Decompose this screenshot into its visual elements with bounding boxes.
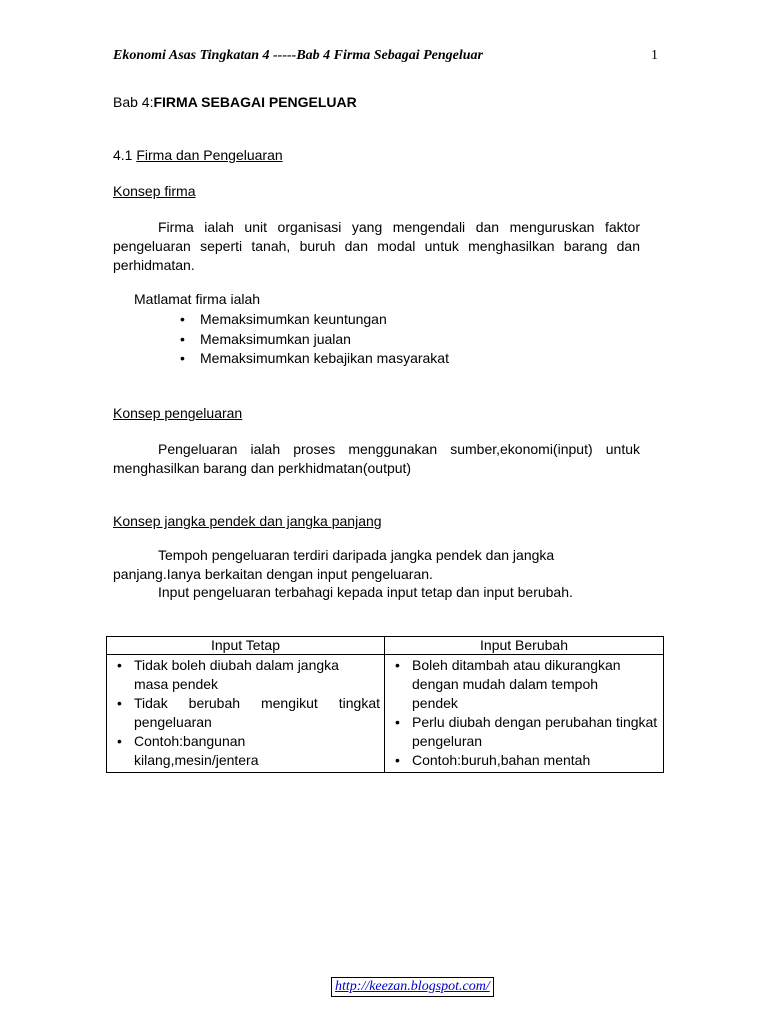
input-comparison-table — [106, 636, 664, 773]
konsep-pengeluaran-text: Pengeluaran ialah proses menggunakan sumber,ekonomi(input) untuk menghasilkan barang dan perkhidmatan(output) — [113, 441, 640, 476]
chapter-prefix: Bab 4: — [113, 94, 154, 110]
section-title: Firma dan Pengeluaran — [136, 147, 283, 163]
list-item: • Tidak berubah mengikut tingkat pengeluaran — [111, 694, 380, 732]
table-header-row — [107, 637, 664, 655]
konsep-pengeluaran-paragraph — [113, 440, 640, 478]
konsep-jangka-line-3: Input pengeluaran terbahagi kepada input tetap dan input berubah. — [158, 584, 573, 600]
konsep-firma-heading: Konsep firma — [113, 183, 196, 199]
footer-link-box — [331, 977, 494, 997]
input-berubah-list — [389, 656, 659, 770]
konsep-jangka-heading: Konsep jangka pendek dan jangka panjang — [113, 513, 382, 529]
konsep-jangka-line-1: Tempoh pengeluaran terdiri daripada jangka pendek dan jangka — [158, 547, 555, 563]
header-title: Ekonomi Asas Tingkatan 4 -----Bab 4 Firma Sebagai Pengeluar — [113, 48, 483, 63]
col-header-input-tetap: Input Tetap — [107, 637, 385, 655]
input-tetap-cell — [107, 655, 385, 773]
list-item: • Memaksimumkan kebajikan masyarakat — [180, 349, 449, 369]
input-tetap-list — [111, 656, 380, 770]
section-number: 4.1 — [113, 147, 133, 163]
input-berubah-cell — [385, 655, 664, 773]
list-item: • Perlu diubah dengan perubahan tingkat pengeluran — [389, 713, 659, 751]
page-number: 1 — [651, 48, 658, 63]
konsep-firma-text: Firma ialah unit organisasi yang mengendali dan menguruskan faktor pengeluaran seperti tanah, buruh dan modal untuk menghasilkan barang dan perhidmatan. — [113, 219, 640, 273]
konsep-pengeluaran-heading: Konsep pengeluaran — [113, 405, 243, 421]
list-item: • Boleh ditambah atau dikurangkan dengan mudah dalam tempoh pendek — [389, 656, 659, 713]
list-item: • Tidak boleh diubah dalam jangka masa pendek — [111, 656, 380, 694]
list-item: • Memaksimumkan jualan — [180, 330, 449, 350]
chapter-title — [113, 94, 357, 111]
konsep-firma-paragraph — [113, 218, 640, 275]
konsep-jangka-line-2: panjang.Ianya berkaitan dengan input pengeluaran. — [113, 566, 433, 582]
matlamat-list — [180, 310, 449, 369]
list-item: • Contoh:buruh,bahan mentah — [389, 751, 659, 770]
matlamat-intro: Matlamat firma ialah — [134, 291, 261, 307]
chapter-heading: FIRMA SEBAGAI PENGELUAR — [153, 94, 357, 110]
table-row — [107, 655, 664, 773]
list-item: • Memaksimumkan keuntungan — [180, 310, 449, 330]
running-header — [113, 48, 658, 64]
col-header-input-berubah: Input Berubah — [385, 637, 664, 655]
section-heading — [113, 147, 283, 164]
list-item: • Contoh:bangunan kilang,mesin/jentera — [111, 732, 380, 770]
blog-link[interactable]: http://keezan.blogspot.com/ — [335, 979, 490, 994]
